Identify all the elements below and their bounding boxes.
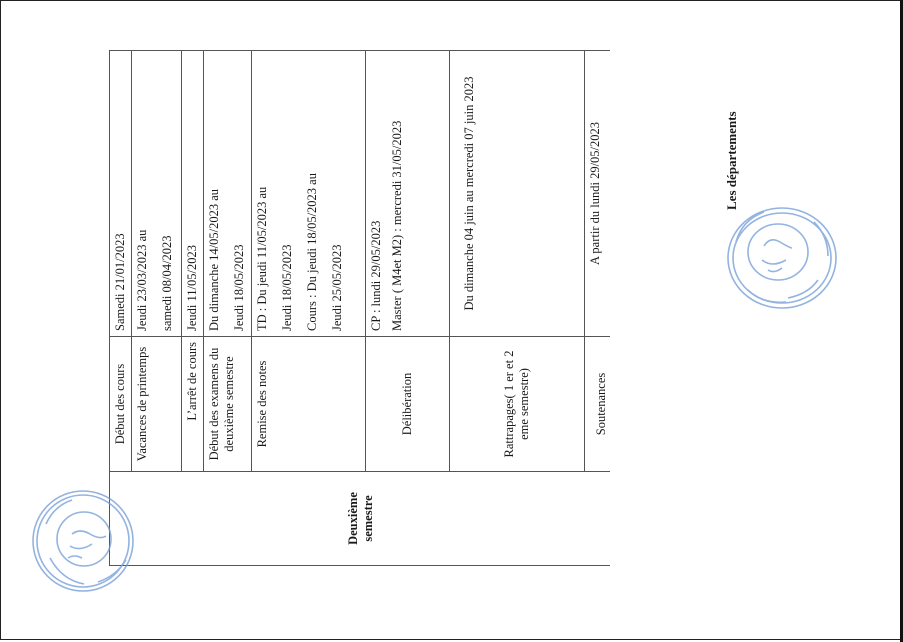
department-stamp-icon bbox=[718, 202, 840, 314]
row-value: Du dimanche 14/05/2023 au Jeudi 18/05/2023 bbox=[204, 51, 252, 337]
row-label: L’arrêt de cours bbox=[182, 337, 204, 472]
row-label: Début des examens du deuxième semestre bbox=[204, 337, 252, 472]
row-label: Début des cours bbox=[110, 337, 132, 472]
schedule-table-region bbox=[109, 50, 610, 566]
signature-label: Les départements bbox=[724, 111, 739, 210]
signature-region bbox=[720, 60, 744, 210]
department-stamp-icon bbox=[28, 486, 138, 596]
row-label: Soutenances bbox=[585, 337, 611, 472]
row-label: Rattrapages( 1 er et 2 eme semestre) bbox=[450, 337, 585, 472]
row-value: A partir du lundi 29/05/2023 bbox=[585, 51, 611, 337]
row-label: Délibération bbox=[366, 337, 450, 472]
row-label: Remise des notes bbox=[252, 337, 366, 472]
schedule-table-rotated bbox=[109, 50, 610, 566]
row-value: Jeudi 23/03/2023 au samedi 08/04/2023 bbox=[132, 51, 182, 337]
schedule-table bbox=[109, 50, 610, 566]
row-value: Du dimanche 04 juin au mercredi 07 juin 2023 bbox=[450, 51, 585, 337]
semester-cell bbox=[110, 472, 611, 566]
semester-label: Deuxième semestre bbox=[346, 492, 375, 545]
row-value: Jeudi 11/05/2023 bbox=[182, 51, 204, 337]
row-value: CP : lundi 29/05/2023 Master ( M4et M2) : mercredi 31/05/2023 bbox=[366, 51, 450, 337]
row-value: Samedi 21/01/2023 bbox=[110, 51, 132, 337]
row-value: TD : Du jeudi 11/05/2023 au Jeudi 18/05/2023 Cours : Du jeudi 18/05/2023 au Jeudi 25/05/2023 bbox=[252, 51, 366, 337]
row-label: Vacances de printemps bbox=[132, 337, 182, 472]
